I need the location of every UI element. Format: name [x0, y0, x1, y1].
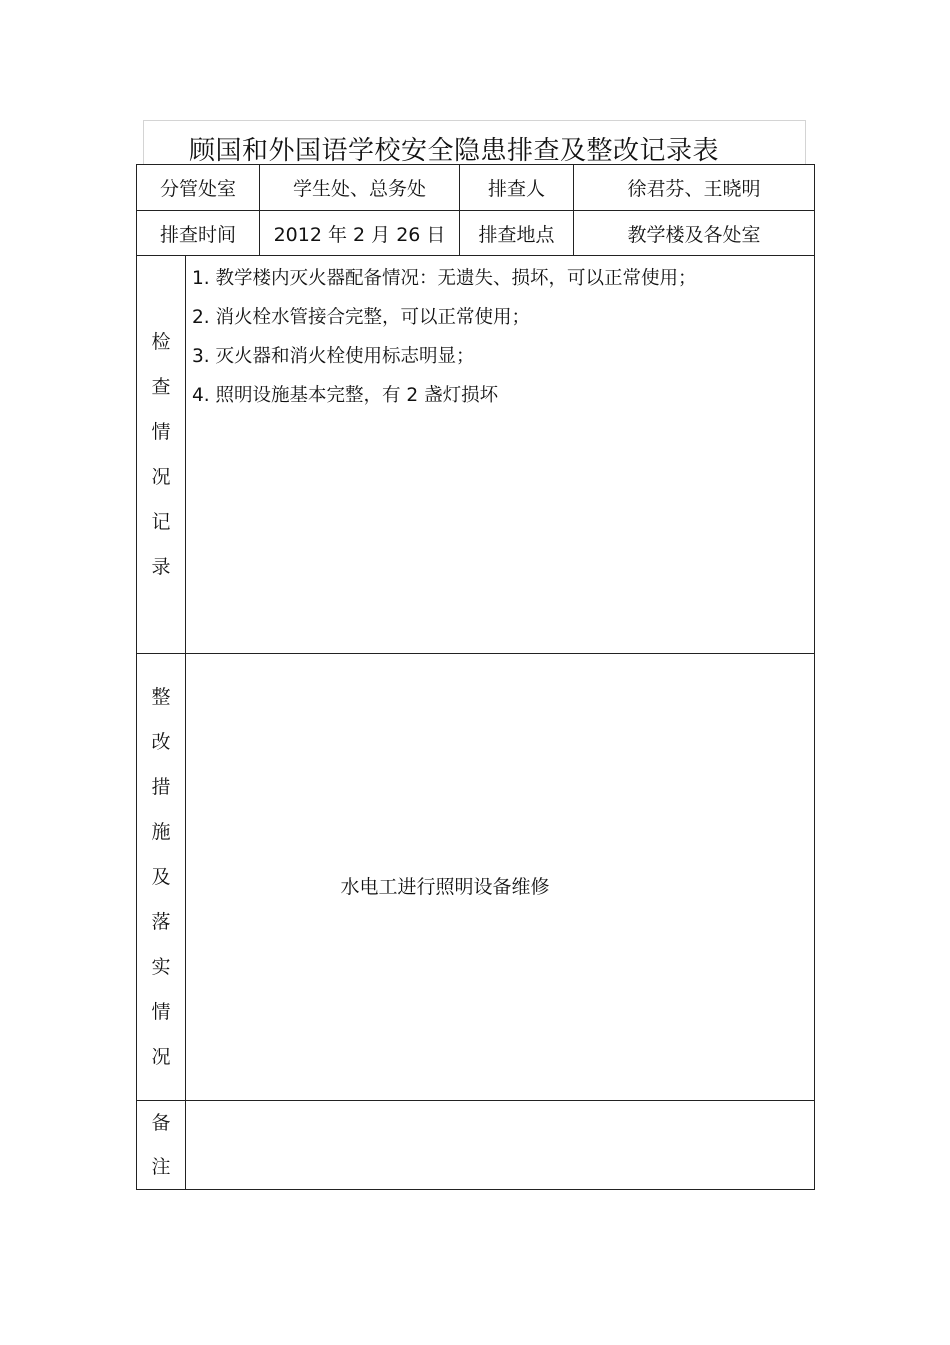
inspection-item: 3. 灭火器和消火栓使用标志明显； — [192, 346, 475, 367]
time-value: 2012 年 2 月 26 日 — [260, 211, 460, 256]
inspector-value: 徐君芬、王晓明 — [574, 165, 815, 211]
measures-label-char: 实 — [151, 955, 171, 978]
document-title: 顾国和外国语学校安全隐患排查及整改记录表 — [189, 136, 720, 166]
measures-text: 水电工进行照明设备维修 — [340, 876, 550, 898]
inspection-label-char: 记 — [151, 510, 171, 533]
inspection-content — [186, 256, 815, 654]
inspection-label-char: 录 — [151, 555, 171, 578]
measures-label-char: 措 — [151, 775, 171, 798]
row-remarks — [137, 1101, 815, 1190]
place-label: 排查地点 — [460, 211, 574, 256]
inspection-item: 2. 消火栓水管接合完整，可以正常使用； — [192, 307, 531, 328]
title-box — [143, 120, 806, 164]
inspection-label-char: 况 — [151, 465, 171, 488]
place-value: 教学楼及各处室 — [574, 211, 815, 256]
inspection-form-table — [136, 164, 815, 1190]
row-department — [137, 165, 815, 211]
row-time — [137, 211, 815, 256]
remarks-label-char: 备 — [151, 1112, 171, 1134]
inspection-item: 1. 教学楼内灭火器配备情况：无遗失、损坏，可以正常使用； — [192, 268, 697, 289]
remarks-label — [137, 1101, 186, 1190]
inspection-list — [186, 256, 814, 408]
measures-label-char: 落 — [151, 910, 171, 933]
inspection-label-char: 检 — [151, 330, 171, 353]
measures-label — [137, 654, 186, 1101]
measures-label-char: 改 — [151, 730, 171, 753]
measures-label-char: 整 — [151, 685, 171, 708]
remarks-label-char: 注 — [151, 1156, 171, 1178]
dept-value: 学生处、总务处 — [260, 165, 460, 211]
inspector-label: 排查人 — [460, 165, 574, 211]
inspection-label-char: 情 — [151, 420, 171, 443]
measures-label-char: 况 — [151, 1045, 171, 1068]
inspection-label-char: 查 — [151, 375, 171, 398]
time-label: 排查时间 — [137, 211, 260, 256]
remarks-content — [186, 1101, 815, 1190]
measures-label-char: 情 — [151, 1000, 171, 1023]
inspection-label — [137, 256, 186, 654]
measures-label-char: 施 — [151, 820, 171, 843]
row-inspection — [137, 256, 815, 654]
inspection-item: 4. 照明设施基本完整，有 2 盏灯损坏 — [192, 385, 499, 406]
dept-label: 分管处室 — [137, 165, 260, 211]
measures-label-char: 及 — [151, 865, 171, 888]
